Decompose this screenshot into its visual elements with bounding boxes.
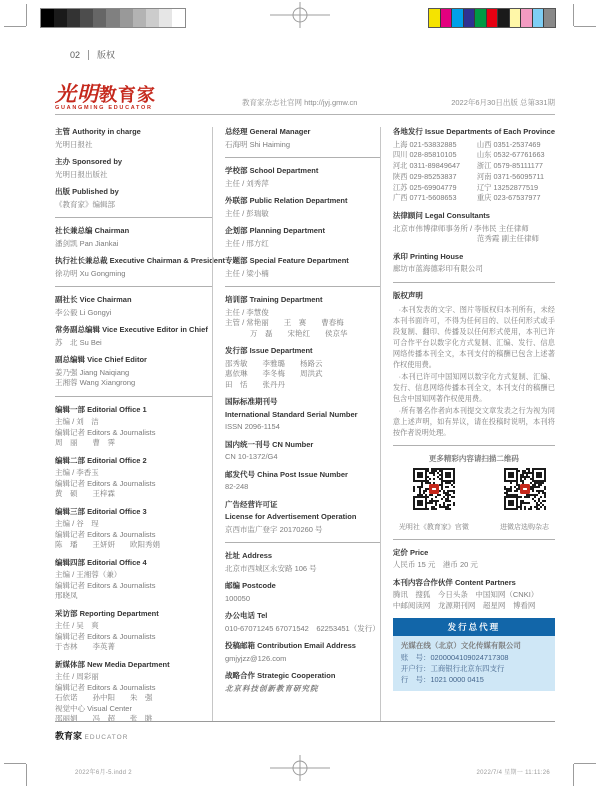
section: [55, 609, 212, 653]
section: [55, 127, 212, 150]
crop-mark: [574, 763, 596, 764]
agent-detail-label: 行 号：: [400, 674, 431, 684]
calibration-swatch: [106, 9, 119, 27]
section-line: 视觉中心 Visual Center: [55, 703, 132, 713]
divider: [55, 114, 555, 115]
section-line: 王湘蓉 Wang Xiangrong: [55, 378, 136, 387]
divider: [55, 396, 212, 397]
section-line: 邢晓凤: [55, 591, 78, 600]
section-line: 石海明 Shi Haiming: [225, 139, 291, 149]
section-line: 石依诺 孙中阳 朱 强: [55, 693, 153, 702]
section-line: CN 10-1372/G4: [225, 452, 278, 461]
section-heading: 办公电话 Tel: [225, 611, 268, 620]
section: [225, 166, 380, 189]
masthead: [55, 81, 555, 111]
color-calibration-bar: [428, 8, 556, 28]
divider: [225, 157, 380, 158]
section: [225, 346, 380, 390]
crop-mark: [26, 764, 27, 786]
section-heading: 专题部 Special Feature Department: [225, 256, 349, 265]
section-heading: 国际标准期刊号: [225, 397, 278, 406]
section: [55, 507, 212, 551]
section-line: 010-67071245 67071542 62253451（发行）: [225, 623, 380, 633]
agent-company-name: 光媒在线（北京）文化传媒有限公司: [400, 641, 521, 651]
section: [225, 196, 380, 219]
section-line: ·所有署名作者向本刊提交文章发表之行为视为同意上述声明，如有异议，请在投稿时说明，本刊将按作者说明处理。: [392, 406, 555, 438]
section-heading: 外联部 Public Relation Department: [225, 196, 348, 205]
section-heading: 培训部 Training Department: [225, 295, 323, 304]
section: [55, 355, 212, 389]
section-line: ·本刊已许可中国知网以数字化方式复制、汇编、发行、信息网络传播本刊全文，本刊支付的稿酬已包含中国知网著作权使用费。: [392, 372, 555, 404]
section: [225, 581, 380, 604]
agent-detail-label: 账 号：: [400, 652, 431, 662]
section-heading: 总经理 General Manager: [225, 127, 311, 136]
divider: [55, 217, 212, 218]
divider: [225, 542, 380, 543]
section-line: 编辑记者 Editors & Journalists: [55, 529, 156, 539]
agent-detail-label: 开户行：: [400, 663, 431, 673]
crop-mark: [574, 26, 596, 27]
section: [225, 440, 380, 463]
calibration-swatch: [452, 9, 464, 27]
section-line: 主任 / 彭瑞敏: [225, 208, 269, 218]
calibration-swatch: [544, 9, 555, 27]
table-cell: 山东 0532-67761663: [476, 150, 545, 160]
table-cell: 河北 0311-89849647: [392, 161, 461, 171]
section-heading: 常务副总编辑 Vice Executive Editor in Chief: [55, 325, 208, 334]
table-cell: 上海 021-53832885: [392, 139, 457, 149]
section-line: 北京市西城区永安路 106 号: [225, 563, 317, 573]
crop-mark: [573, 764, 574, 786]
section: [225, 551, 380, 574]
section-line: 主任 / 李慧俊: [225, 307, 269, 317]
calibration-swatch: [464, 9, 476, 27]
section: [393, 454, 555, 532]
qr-label: 光明社《教育家》官微: [398, 523, 469, 531]
qr-figure: [399, 465, 469, 532]
crop-mark: [26, 4, 27, 26]
table-cell: 江苏 025-69904779: [392, 182, 457, 192]
section-heading: 主办 Sponsored by: [55, 157, 123, 166]
section: [225, 470, 380, 493]
calibration-swatch: [510, 9, 522, 27]
agent-detail-value: 0200004109024717308: [430, 652, 509, 662]
section-line: 北京市伟博律师事务所 / 李伟民 主任律师: [392, 223, 529, 233]
divider: [393, 539, 555, 540]
distribution-agent-box: [393, 618, 555, 691]
divider: [393, 445, 555, 446]
grayscale-calibration-bar: [40, 8, 186, 28]
section-line: ISSN 2096-1154: [225, 422, 280, 431]
section: [393, 291, 555, 439]
section-heading: 本刊内容合作伙伴 Content Partners: [392, 577, 516, 587]
table-cell: 重庆 023-67537977: [476, 193, 541, 203]
section-line: 82-248: [225, 482, 249, 491]
section-line: 范秀霞 副主任律师: [476, 234, 539, 244]
section-heading: 邮发代号 China Post Issue Number: [225, 469, 348, 479]
section: [55, 295, 212, 318]
section-heading: 投稿邮箱 Contribution Email Address: [225, 641, 356, 650]
agent-box-header: 发行总代理: [393, 618, 555, 636]
qr-label: 进微店选购杂志: [500, 523, 549, 531]
section-line: 周 丽 曹 霁: [55, 438, 115, 447]
table-cell: 山西 0351-2537469: [476, 139, 541, 149]
divider: [55, 286, 212, 287]
section-line: 李公毅 Li Gongyi: [55, 307, 112, 317]
official-site-text: 教育家杂志社官网 http://jyj.gmw.cn: [242, 98, 358, 107]
footer-brand-cn: 教育家: [55, 731, 83, 741]
section-line: 100050: [225, 593, 251, 603]
agent-detail-row: [401, 674, 547, 685]
qr-figure: [500, 465, 549, 532]
section-line: 北京科技创新教育研究院: [225, 683, 319, 693]
prepress-timestamp: 2022/7/4 星期一 11:11:26: [476, 770, 550, 776]
calibration-swatch: [172, 9, 185, 27]
section-line: 《教育家》编辑部: [55, 199, 115, 209]
crop-mark: [4, 763, 26, 764]
section-label: 版权: [97, 50, 116, 60]
qr-section-title: 更多精彩内容请扫描二维码: [428, 454, 519, 464]
section-line: 京西市监广登字 20170260 号: [225, 524, 323, 534]
column-1: [55, 127, 226, 723]
section-heading: 邮编 Postcode: [225, 581, 276, 590]
agent-detail-row: [401, 652, 547, 663]
section: [225, 397, 380, 433]
section-line: 邵丽娟 冯 超 张 眺: [55, 714, 153, 723]
calibration-swatch: [146, 9, 159, 27]
agent-box-body: [393, 636, 555, 691]
calibration-swatch: [67, 9, 80, 27]
section-line: 潘剑凯 Pan Jiankai: [55, 238, 119, 248]
section-line: 主编 / 刘 洁: [55, 417, 99, 426]
section-line: 邵秀敏 李雅璐 杨路云: [225, 358, 323, 368]
calibration-swatch: [120, 9, 133, 27]
section-line: 廊坊市蓝海德彩印有限公司: [392, 264, 483, 274]
calibration-swatch: [521, 9, 533, 27]
section-line: 腾讯 搜狐 今日头条 中国知网（CNKI）: [392, 590, 539, 600]
section: [225, 500, 380, 536]
qr-code: [500, 465, 549, 518]
calibration-swatch: [54, 9, 67, 27]
section-heading: 主管 Authority in charge: [55, 127, 141, 136]
section-line: 编辑记者 Editors & Journalists: [55, 682, 156, 692]
section: [225, 611, 380, 634]
logo-script-text: 光明: [55, 81, 99, 106]
table-row: [393, 161, 555, 172]
prepress-filename: 2022年6月-5.indd 2: [75, 770, 132, 776]
section-heading: 国内统一刊号 CN Number: [225, 439, 314, 449]
section-line: 田 恬 张丹丹: [225, 379, 285, 389]
table-row: [393, 183, 555, 194]
calibration-swatch: [475, 9, 487, 27]
qr-code: [399, 465, 469, 518]
section: [55, 660, 212, 725]
section-line: 苏 北 Su Bei: [55, 337, 102, 347]
section-line: 姜乃强 Jiang Naiqiang: [55, 367, 130, 377]
section-heading: 战略合作 Strategic Cooperation: [225, 671, 336, 680]
calibration-swatch: [487, 9, 499, 27]
section: [393, 252, 555, 275]
section-heading: 广告经营许可证: [225, 499, 278, 509]
section-heading: 定价 Price: [392, 547, 429, 557]
section-line: 主编 / 谷 珵: [55, 519, 99, 528]
section-heading: License for Advertisement Operation: [225, 512, 357, 521]
section-line: ·本刊发表的文字、图片等版权归本刊所有，未经本刊书面许可，不得为任何目的、以任何形式或手段复制、翻印、传播及以任何形式使用，本刊已许可合作平台以数字化方式复制、汇编、发行、信息网络传播本刊全文，本刊支付的稿酬已包含上述著作权使用费。: [392, 305, 555, 370]
section-line: 主任 / 吴 爽: [55, 621, 99, 630]
section: [55, 405, 212, 449]
section-line: 编辑记者 Editors & Journalists: [55, 427, 156, 437]
section-heading: International Standard Serial Number: [225, 409, 358, 419]
section-line: gmjyjzz@126.com: [225, 653, 287, 663]
calibration-swatch: [41, 9, 54, 27]
section: [393, 548, 555, 571]
section-line: 人民币 15 元 港币 20 元: [392, 560, 478, 570]
section-line: 黄 硕 王梓霖: [55, 489, 115, 498]
section-heading: 社长兼总编 Chairman: [55, 226, 130, 235]
section-line: 于杏林 李英菁: [55, 642, 115, 651]
section-heading: 发行部 Issue Department: [225, 346, 313, 355]
section-line: 编辑记者 Editors & Journalists: [55, 631, 156, 641]
table-cell: 辽宁 13252877519: [476, 182, 539, 192]
section-line: 编辑记者 Editors & Journalists: [55, 580, 156, 590]
table-cell: 陕西 029-85253837: [392, 171, 457, 181]
section: [55, 157, 212, 180]
agent-detail-value: 工商银行北京东四支行: [430, 663, 505, 673]
section: [225, 127, 380, 150]
divider: [225, 286, 380, 287]
table-row: [393, 172, 555, 183]
section: [225, 226, 380, 249]
footer-brand: [55, 729, 128, 742]
section: [393, 618, 555, 691]
section-heading: 新媒体部 New Media Department: [55, 659, 170, 669]
folio-header: [70, 48, 115, 61]
section-heading: 版权声明: [392, 290, 423, 300]
section-line: 徐功明 Xu Gongming: [55, 268, 126, 278]
table-cell: 四川 028-85810105: [392, 150, 457, 160]
table-row: [393, 150, 555, 161]
calibration-swatch: [498, 9, 510, 27]
crop-mark: [573, 4, 574, 26]
calibration-swatch: [441, 9, 453, 27]
qr-row: [393, 465, 555, 532]
table-cell: 河南 0371-56095711: [476, 171, 545, 181]
agent-detail-value: 1021 0000 0415: [430, 674, 484, 684]
logo-subtitle: GUANGMING EDUCATOR: [55, 105, 153, 111]
section-line: 主任 / 周彩丽: [55, 672, 99, 681]
section-heading: 承印 Printing House: [392, 251, 464, 261]
agent-detail-row: [401, 663, 547, 674]
section: [55, 256, 226, 279]
registration-mark: [270, 2, 330, 28]
section: [393, 211, 555, 245]
calibration-swatch: [159, 9, 172, 27]
section: [225, 256, 380, 279]
section-heading: 学校部 School Department: [225, 166, 319, 175]
table-cell: 广西 0771-5608653: [392, 193, 457, 203]
section-line: 中邮阅读网 龙源期刊网 超星网 博看网: [392, 600, 536, 610]
section-heading: 副社长 Vice Chairman: [55, 295, 132, 304]
section-heading: 社址 Address: [225, 551, 273, 560]
column-3: [380, 127, 555, 721]
section: [225, 295, 380, 339]
crop-mark: [4, 26, 26, 27]
section-line: 惠依琳 李冬梅 周洪武: [225, 369, 323, 378]
section-heading: 执行社长兼总裁 Executive Chairman & President: [55, 256, 226, 265]
table-row: [393, 193, 555, 204]
section-line: 万 磊 宋艳红 侯京华: [250, 328, 348, 338]
section-heading: 企划部 Planning Department: [225, 226, 326, 235]
section-heading: 编辑四部 Editorial Office 4: [55, 557, 147, 567]
section-heading: 编辑一部 Editorial Office 1: [55, 404, 147, 414]
section-heading: 各地发行 Issue Departments of Each Province: [392, 127, 555, 136]
section-heading: 编辑二部 Editorial Office 2: [55, 455, 147, 465]
section: [55, 558, 212, 602]
section-line: 主管 / 常艳丽 王 赛 曹春梅: [225, 318, 344, 327]
section-line: 主任 / 梁小楠: [225, 268, 269, 278]
section: [55, 325, 212, 348]
logo-main-text: 教育家: [99, 85, 156, 105]
magazine-logo: [55, 81, 156, 111]
calibration-swatch: [133, 9, 146, 27]
section-line: 光明日报社: [55, 139, 93, 149]
registration-mark: [270, 755, 330, 781]
table-row: [393, 140, 555, 151]
section: [225, 671, 380, 694]
table-cell: 浙江 0579-85111177: [476, 161, 543, 171]
section-line: 主编 / 李香玉: [55, 468, 99, 477]
section-heading: 法律顾问 Legal Consultants: [392, 211, 490, 221]
section: [393, 578, 555, 612]
column-2: [212, 127, 380, 721]
section: [55, 456, 212, 500]
section: [55, 226, 212, 249]
divider: [88, 50, 89, 60]
section-line: 主任 / 邢方红: [225, 238, 269, 248]
issue-date-text: 2022年6月30日出版 总第331期: [451, 98, 555, 107]
section: [225, 641, 380, 664]
section: [55, 187, 212, 210]
calibration-swatch: [93, 9, 106, 27]
section-line: 编辑记者 Editors & Journalists: [55, 478, 156, 488]
calibration-swatch: [533, 9, 545, 27]
section-heading: 采访部 Reporting Department: [55, 608, 159, 618]
calibration-swatch: [429, 9, 441, 27]
section-heading: 副总编辑 Vice Chief Editor: [55, 355, 147, 364]
colophon-columns: [55, 127, 555, 721]
footer-brand-en: EDUCATOR: [84, 734, 129, 741]
section-line: 光明日报出版社: [55, 169, 108, 179]
section: [393, 127, 555, 204]
section-line: 主任 / 刘秀萍: [225, 178, 269, 188]
page-number: 02: [70, 49, 81, 60]
divider: [55, 721, 555, 722]
calibration-swatch: [80, 9, 93, 27]
section-heading: 编辑三部 Editorial Office 3: [55, 506, 147, 516]
section-heading: 出版 Published by: [55, 187, 119, 196]
section-line: 陈 璠 王妍妍 欧阳秀娟: [55, 540, 160, 549]
section-line: 主编 / 王湘蓉（兼）: [55, 570, 122, 579]
divider: [393, 282, 555, 283]
